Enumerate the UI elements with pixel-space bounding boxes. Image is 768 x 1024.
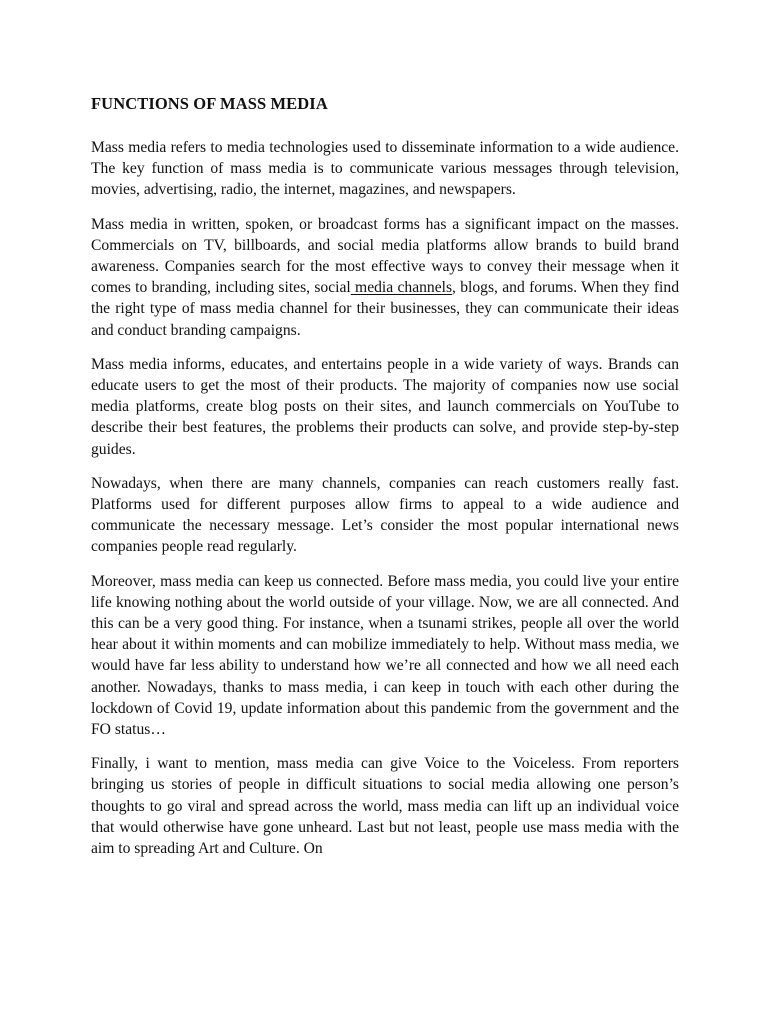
paragraph-voice: Finally, i want to mention, mass media can give Voice to the Voiceless. From reporters bringing us stories of people in difficult situations to social media allowing one person’s thoughts to go viral and spread across the world, mass media can lift up an individual voice that would otherwise have gone unheard. Last but not least, people use mass media with the aim to spreading Art and Culture. On <box>91 755 679 858</box>
paragraph-branding-text-after: , blogs, and forums. When they find the right type of mass media channel for their businesses, they can communicate their ideas and conduct branding campaigns. <box>91 279 679 339</box>
paragraph-informs: Mass media informs, educates, and entertains people in a wide variety of ways. Brands can educate users to get the most of their products. The majority of companies now use social media platforms, create blog posts on their sites, and launch commercials on YouTube to describe their best features, the problems their products can solve, and provide step-by-step guides. <box>91 355 679 458</box>
paragraph-channels: Nowadays, when there are many channels, companies can reach customers really fast. Platforms used for different purposes allow firms to appeal to a wide audience and communicate the necessary message. Let’s consider the most popular international news companies people read regularly. <box>91 474 679 556</box>
document-title: FUNCTIONS OF MASS MEDIA <box>91 94 328 113</box>
paragraph-branding <box>91 214 679 341</box>
paragraph-connected: Moreover, mass media can keep us connected. Before mass media, you could live your entire life knowing nothing about the world outside of your village. Now, we are all connected. And this can be a very good thing. For instance, when a tsunami strikes, people all over the world hear about it within moments and can mobilize immediately to help. Without mass media, we would have far less ability to understand how we’re all connected and how we all need each another. Nowadays, thanks to mass media, i can keep in touch with each other during the lockdown of Covid 19, update information about this pandemic from the government and the FO status… <box>91 572 679 739</box>
media-channels-link[interactable]: media channels <box>350 279 453 297</box>
paragraph-branding-text-before: Mass media in written, spoken, or broadcast forms has a significant impact on the masses. Commercials on TV, billboards, and social media platforms allow brands to build brand awareness. Companies search for the most effective ways to convey their message when it comes to branding, including sites, social <box>91 215 679 297</box>
paragraph-definition: Mass media refers to media technologies used to disseminate information to a wide audience. The key function of mass media is to communicate various messages through television, movies, advertising, radio, the internet, magazines, and newspapers. <box>91 139 679 199</box>
